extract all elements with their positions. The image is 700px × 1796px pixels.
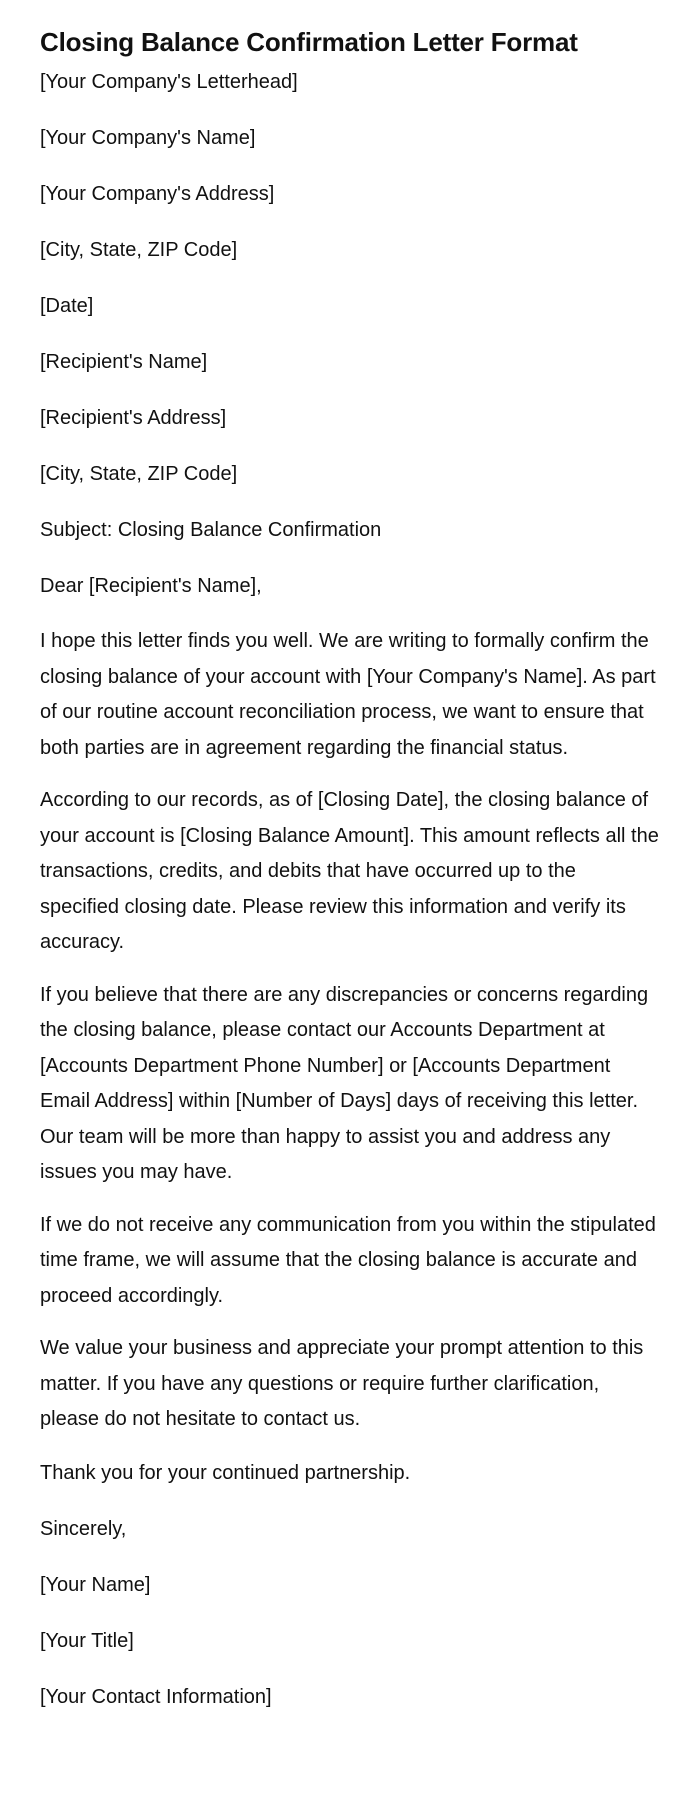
signature-name: [Your Name] xyxy=(40,1573,151,1596)
signature-contact: [Your Contact Information] xyxy=(40,1685,272,1708)
company-city-state-zip: [City, State, ZIP Code] xyxy=(40,239,238,261)
body-paragraph: If you believe that there are any discrepancies or concerns regarding the closing balance, please contact our Accounts Department at [Accounts Department Phone Number] or [Accounts Department Email Address] within [Number of Days] days of receiving this letter. Our team will be more than happy to assist you and address any issues you may have. xyxy=(40,983,649,1183)
body-paragraph: According to our records, as of [Closing Date], the closing balance of your account is [Closing Balance Amount]. This amount reflects all the transactions, credits, and debits that have occurred up to the specified closing date. Please review this information and verify its accuracy. xyxy=(40,789,659,953)
thank-you-line: Thank you for your continued partnership. xyxy=(40,1461,411,1484)
letter-date: [Date] xyxy=(40,295,94,317)
salutation: Dear [Recipient's Name], xyxy=(40,575,262,597)
body-paragraph: We value your business and appreciate your prompt attention to this matter. If you have any questions or require further clarification, please do not hesitate to contact us. xyxy=(40,1337,644,1430)
signature-title: [Your Title] xyxy=(40,1629,134,1652)
subject-line: Subject: Closing Balance Confirmation xyxy=(40,519,382,541)
closing: Sincerely, xyxy=(40,1517,127,1540)
company-name: [Your Company's Name] xyxy=(40,127,256,149)
letterhead: [Your Company's Letterhead] xyxy=(40,71,298,93)
recipient-city-state-zip: [City, State, ZIP Code] xyxy=(40,463,238,485)
company-address: [Your Company's Address] xyxy=(40,183,275,205)
recipient-name: [Recipient's Name] xyxy=(40,351,208,373)
body-paragraph: If we do not receive any communication from you within the stipulated time frame, we will assume that the closing balance is accurate and proceed accordingly. xyxy=(40,1213,656,1307)
body-paragraph: I hope this letter finds you well. We are writing to formally confirm the closing balance of your account with [Your Company's Name]. As part of our routine account reconciliation process, we want to ensure that both parties are in agreement regarding the financial status. xyxy=(40,630,656,759)
recipient-address: [Recipient's Address] xyxy=(40,407,227,429)
page-title: Closing Balance Confirmation Letter Format xyxy=(40,27,578,57)
